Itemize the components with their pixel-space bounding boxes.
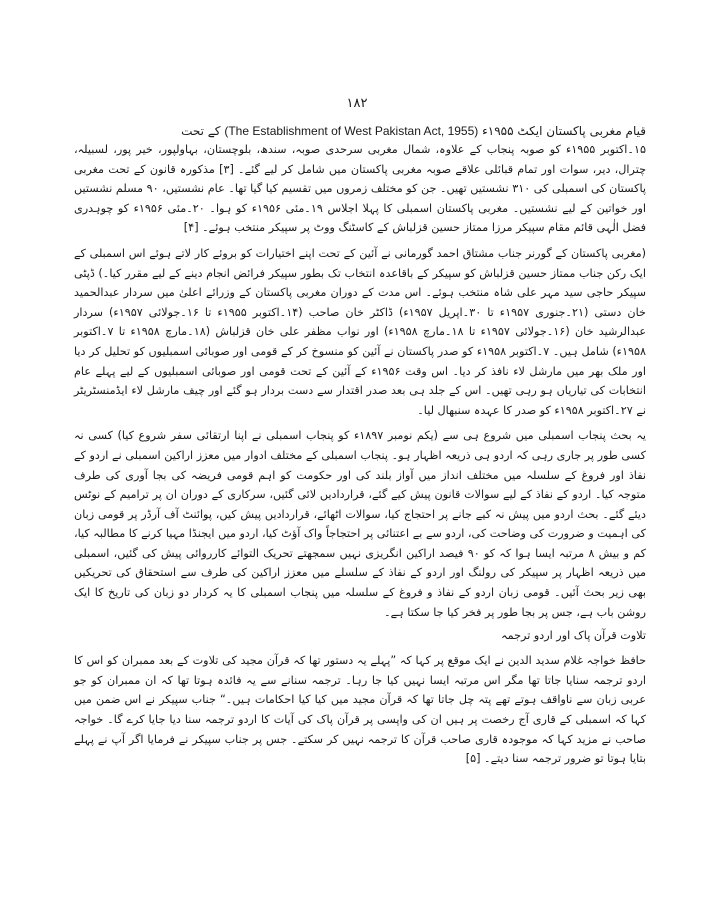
paragraph-1: ۱۵۔اکتوبر ۱۹۵۵ء کو صوبہ پنجاب کے علاوہ، شمال مغربی سرحدی صوبہ، سندھ، بلوچستان، بہاولپور، خیر پور، لسبیلہ، چترال، دیر، سوات اور تمام قبائلی علاقے صوبہ مغربی پاکستان میں شامل کر لیے گئے۔ [۳] مذکورہ قانون کے تحت مغربی پاکستان کی اسمبلی کی ۳۱۰ نشستیں تھیں۔ جن کو مختلف زمروں میں تقسیم کیا گیا تھا۔ عام نشستیں، ۹۰ مسلم نشستیں اور خواتین کے لیے نشستیں۔ مغربی پاکستان اسمبلی کا پہلا اجلاس ۱۹۔مئی ۱۹۵۶ء کو ہوا۔ ۲۰۔مئی ۱۹۵۶ء کو چوہدری فضل الٰہی قائم مقام سپیکر مرزا ممتاز حسین قزلباش کے کاسٹنگ ووٹ پر سپیکر منتخب ہوئے۔ [۴] [74, 143, 646, 235]
page-number: ۱۸۲ [346, 96, 368, 111]
heading-urdu-after: کے تحت [181, 124, 221, 138]
paragraph-3: یہ بحث پنجاب اسمبلی میں شروع ہی سے (یکم نومبر ۱۸۹۷ء کو پنجاب اسمبلی نے اپنا ارتقائی سفر شروع کیا) کسی نہ کسی طور پر جاری رہی کہ اردو ہی ذریعہ اظہار ہو۔ پنجاب اسمبلی کے مختلف ادوار میں معزز اراکین اسمبلی نے اردو کے نفاذ اور فروغ کے سلسلہ میں مختلف انداز میں آواز بلند کی اور حکومت کو اہم قومی فریضہ کی بجا آوری کی طرف متوجہ کیا۔ اردو کے نفاذ کے لیے سوالات قانون پیش کیے گئے، قراردادیں لائی گئیں، سرکاری کے دوران ان پر ترامیم کے نوٹس دیئے گئے۔ بحث اردو میں پیش نہ کیے جانے پر احتجاج کیا، سوالات اٹھائے، قراردادیں پیش کیں، پوائنٹ آف آرڈر پر قومی زبان کی اہمیت و ضرورت کی وضاحت کی، اردو سے بے اعتنائی پر احتجاجاً واک آؤٹ کیا، اردو میں ایجنڈا مہیا کرنے کا مطالبہ کیا، کم و بیش ۸ مرتبہ ایسا ہوا کہ کو ۹۰ فیصد اراکین انگریزی نہیں سمجھتے تحریک التوائے کارروائی پیش کی گئیں، اسمبلی میں ذریعہ اظہار پر سپیکر کی رولنگ اور اردو کے نفاذ کے سلسلے میں معزز اراکین کی طرف سے استحقاق کی تحریکیں بھی زیر بحث آئیں۔ قومی زبان اردو کے نفاذ و فروغ کے سلسلہ میں پنجاب اسمبلی کا یہ کردار دو زبان کی تاریخ کا ایک روشن باب ہے، جس پر بجا طور پر فخر کیا جا سکتا ہے۔ [74, 429, 646, 619]
heading-english-title: (The Establishment of West Pakistan Act, 1955) [224, 124, 479, 138]
section-heading [74, 122, 646, 140]
paragraph-4: حافظ خواجہ غلام سدید الدین نے ایک موقع پر کہا کہ ”پہلے یہ دستور تھا کہ قرآن مجید کی تلاوت کے بعد ممبران کو اس کا اردو ترجمہ سنایا جاتا تھا مگر اس مرتبہ ایسا نہیں کیا جا رہا۔ ترجمہ سنانے سے یہ فائدہ ہوتا تھا کہ ان ممبران کو جو عربی زبان سے ناواقف ہوتے تھے پتہ چل جاتا تھا کہ قرآن مجید میں کیا کیا احکامات ہیں۔“ جناب سپیکر نے اس ضمن میں کہا کہ اسمبلی کے قاری آج رخصت پر ہیں ان کی واپسی پر قرآن پاک کی آیات کا اردو ترجمہ سنا دیا جایا کرے گا۔ خواجہ صاحب نے مزید کہا کہ موجودہ قاری صاحب قرآن کا ترجمہ نہیں کر سکتے۔ جس پر جناب سپیکر نے فرمایا اگر آپ نے پہلے بتایا ہوتا تو ضرور ترجمہ سنا دیتے۔ [۵] [74, 654, 646, 766]
page-content [74, 122, 646, 769]
sub-heading: تلاوت قرآن پاک اور اردو ترجمہ [501, 629, 646, 643]
heading-urdu-before: قیام مغربی پاکستان ایکٹ ۱۹۵۵ء [482, 124, 646, 138]
paragraph-2: (مغربی پاکستان کے گورنر جناب مشتاق احمد گورمانی نے آئین کے تحت اپنے اختیارات کو بروئے کار لاتے ہوئے اس اسمبلی کے ایک رکن جناب ممتاز حسین قزلباش کو سپیکر کے باقاعدہ انتخاب تک بطور سپیکر فرائض انجام دینے کے لیے مقرر کیا۔) ڈپٹی سپیکر حاجی سید مہر علی شاہ منتخب ہوئے۔ اس مدت کے دوران مغربی پاکستان کے وزرائے اعلیٰ میں سردار عبدالحمید خان دستی (۲۱۔جنوری ۱۹۵۷ء تا ۳۰۔اپریل ۱۹۵۷ء) ڈاکٹر خان صاحب (۱۴۔اکتوبر ۱۹۵۵ء تا ۱۶۔جولائی ۱۹۵۷ء) سردار عبدالرشید خان (۱۶۔جولائی ۱۹۵۷ء تا ۱۸۔مارچ ۱۹۵۸ء) اور نواب مظفر علی خان قزلباش (۱۸۔مارچ ۱۹۵۸ء تا ۷۔اکتوبر ۱۹۵۸ء) شامل ہیں۔ ۷۔اکتوبر ۱۹۵۸ء کو صدر پاکستان نے آئین کو منسوخ کر کے قومی اور صوبائی اسمبلیوں کو تحلیل کر دیا اور ملک بھر میں مارشل لاء نافذ کر دیا۔ اس وقت ۱۹۵۶ء کے آئین کے تحت قومی اور صوبائی اسمبلیوں کے لیے پہلے عام انتخابات کی تیاریاں ہو رہی تھیں۔ اس کے جلد ہی بعد صدر اقتدار سے دست بردار ہو گئے اور چیف مارشل لاء ایڈمنسٹریٹر نے ۲۷۔اکتوبر ۱۹۵۸ء کو صدر کا عہدہ سنبھال لیا۔ [74, 246, 647, 417]
